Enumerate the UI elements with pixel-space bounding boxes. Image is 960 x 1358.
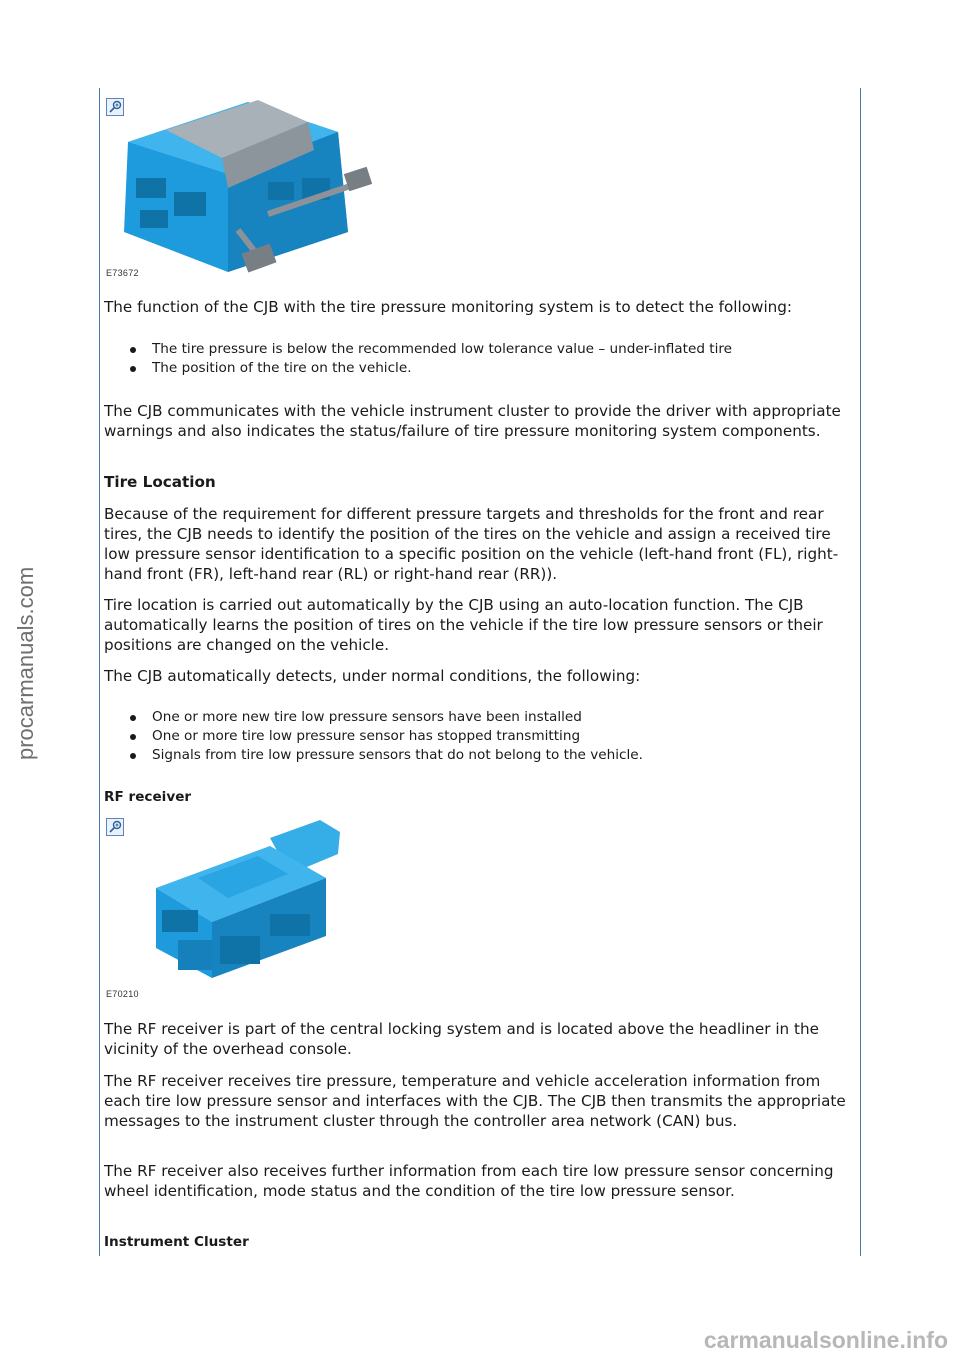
list-item: The position of the tire on the vehicle. <box>104 359 854 378</box>
paragraph: Because of the requirement for different pressure targets and thresholds for the front and rear tires, the CJB needs to identify the position of the tires on the vehicle and assign a received tire low pressure sensor identification to a specific position on the vehicle (left-hand front (FL), right-hand front (FR), left-hand rear (RL) or right-hand rear (RR)). <box>104 505 839 583</box>
list-item: One or more tire low pressure sensor has stopped transmitting <box>104 727 854 746</box>
paragraph: The CJB communicates with the vehicle instrument cluster to provide the driver with appropriate warnings and also indicates the status/failure of tire pressure monitoring system components. <box>104 402 841 440</box>
bullet-icon <box>130 715 136 721</box>
paragraph: The CJB automatically detects, under normal conditions, the following: <box>104 667 641 685</box>
paragraph: The RF receiver receives tire pressure, temperature and vehicle acceleration information from each tire low pressure sensor and interfaces with the CJB. The CJB then transmits the appropriate messages to the instrument cluster through the controller area network (CAN) bus. <box>104 1072 846 1130</box>
bullet-list <box>104 340 854 378</box>
section-heading: RF receiver <box>104 789 192 805</box>
bullet-icon <box>130 347 136 353</box>
bottom-watermark: carmanualsonline.info <box>703 1327 948 1353</box>
zoom-icon[interactable] <box>106 818 124 836</box>
list-item: The tire pressure is below the recommended low tolerance value – under-inflated tire <box>104 340 854 359</box>
figure-caption: E70210 <box>106 989 139 999</box>
paragraph: The RF receiver is part of the central locking system and is located above the headliner in the vicinity of the overhead console. <box>104 1020 819 1058</box>
paragraph: The function of the CJB with the tire pressure monitoring system is to detect the following: <box>104 298 793 316</box>
list-item: One or more new tire low pressure sensors have been installed <box>104 708 854 727</box>
paragraph: Tire location is carried out automatically by the CJB using an auto-location function. The CJB automatically learns the position of tires on the vehicle if the tire low pressure sensors or their positions are changed on the vehicle. <box>104 596 823 654</box>
section-heading: Tire Location <box>104 473 216 491</box>
bullet-list <box>104 708 854 765</box>
bullet-icon <box>130 734 136 740</box>
section-heading: Instrument Cluster <box>104 1234 249 1250</box>
side-watermark: procarmanuals.com <box>13 566 38 760</box>
bullet-icon <box>130 366 136 372</box>
figure-caption: E73672 <box>106 268 139 278</box>
list-item: Signals from tire low pressure sensors that do not belong to the vehicle. <box>104 746 854 765</box>
bullet-icon <box>130 753 136 759</box>
rf-receiver-image <box>150 818 345 990</box>
cjb-module-image <box>118 92 380 277</box>
paragraph: The RF receiver also receives further information from each tire low pressure sensor concerning wheel identification, mode status and the condition of the tire low pressure sensor. <box>104 1162 834 1200</box>
